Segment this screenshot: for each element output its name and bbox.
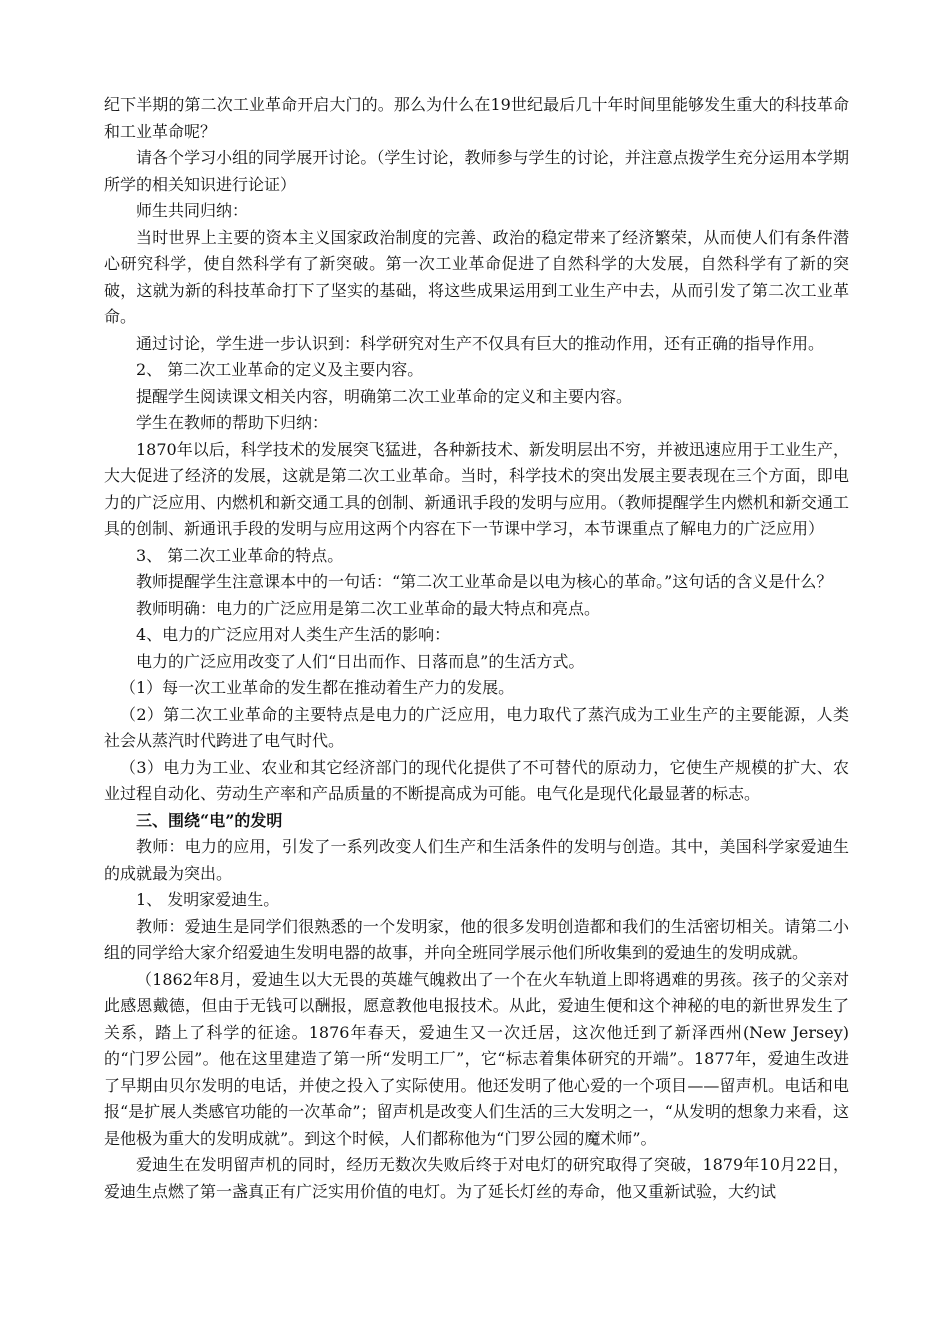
section-heading-3: 三、围绕“电”的发明: [136, 810, 283, 830]
paragraph-edison-story: （1862年8月，爱迪生以大无畏的英雄气魄救出了一个在火车轨道上即将遇难的男孩。孩子的父亲对此感恩戴德，但由于无钱可以酬报，愿意教他电报技术。从此，爱迪生便和这个神秘的电的新世界发生了关系，踏上了科学的征途。1876年春天，爱迪生又一次迁居，这次他迁到了新泽西州(New Jersey)的“门罗公园”。他在这里建造了第一所“发明工厂”，它“标志着集体研究的开端”。1877年，爱迪生改进了早期由贝尔发明的电话，并使之投入了实际使用。他还发明了他心爱的一个项目——留声机。电话和电报“是扩展人类感官功能的一次革命”；留声机是改变人们生活的三大发明之一，“从发明的想象力来看，这是他极为重大的发明成就”。到这个时候，人们都称他为“门罗公园的魔术师”。: [104, 969, 849, 1148]
subsection-item-1: 1、 发明家爱迪生。: [136, 890, 280, 909]
paragraph-discussion-prompt: 请各个学习小组的同学展开讨论。（学生讨论，教师参与学生的讨论，并注意点拨学生充分运用本学期所学的相关知识进行论证）: [104, 148, 849, 194]
paragraph-lifestyle: 电力的广泛应用改变了人们“日出而作、日落而息”的生活方式。: [136, 651, 585, 671]
paragraph-student-summary-intro: 学生在教师的帮助下归纳：: [136, 413, 329, 432]
paragraph-teacher-edison: 教师：爱迪生是同学们很熟悉的一个发明家，他的很多发明创造都和我们的生活密切相关。请第二小组的同学给大家介绍爱迪生发明电器的故事，并向全班同学展示他们所收集到的爱迪生的发明成就。: [104, 916, 849, 962]
paragraph-summary-intro: 师生共同归纳：: [136, 201, 249, 220]
section-item-3: 3、 第二次工业革命的特点。: [136, 545, 344, 565]
list-item-3: （3）电力为工业、农业和其它经济部门的现代化提供了不可替代的原动力，它使生产规模的扩大、农业过程自动化、劳动生产率和产品质量的不断提高成为可能。电气化是现代化最显著的标志。: [104, 757, 849, 803]
list-item-2: （2）第二次工业革命的主要特点是电力的广泛应用，电力取代了蒸汽成为工业生产的主要能源，人类社会从蒸汽时代跨进了电气时代。: [104, 704, 849, 750]
section-item-2: 2、 第二次工业革命的定义及主要内容。: [136, 360, 424, 379]
paragraph-teacher-answer: 教师明确：电力的广泛应用是第二次工业革命的最大特点和亮点。: [136, 598, 601, 618]
paragraph-edison-lamp: 爱迪生在发明留声机的同时，经历无数次失败后终于对电灯的研究取得了突破，1879年10月22日，爱迪生点燃了第一盏真正有广泛实用价值的电灯。为了延长灯丝的寿命，他又重新试验，大约试: [104, 1155, 849, 1201]
list-item-1: （1）每一次工业革命的发生都在推动着生产力的发展。: [120, 678, 515, 697]
paragraph-teacher-intro: 教师：电力的应用，引发了一系列改变人们生产和生活条件的发明与创造。其中，美国科学家爱迪生的成就最为突出。: [104, 837, 849, 883]
paragraph-teacher-question: 教师提醒学生注意课本中的一句话：“第二次工业革命是以电为核心的革命。”这句话的含义是什么？: [136, 572, 833, 591]
paragraph-continued: 纪下半期的第二次工业革命开启大门的。那么为什么在19世纪最后几十年时间里能够发生重大的科技革命和工业革命呢？: [104, 95, 849, 141]
document-page: [104, 92, 849, 1205]
paragraph-reminder: 提醒学生阅读课文相关内容，明确第二次工业革命的定义和主要内容。: [136, 386, 633, 406]
paragraph-summary: 当时世界上主要的资本主义国家政治制度的完善、政治的稳定带来了经济繁荣，从而使人们有条件潜心研究科学，使自然科学有了新突破。第一次工业革命促进了自然科学的大发展，自然科学有了新的突破，这就为新的科技革命打下了坚实的基础，将这些成果运用到工业生产中去，从而引发了第二次工业革命。: [104, 227, 849, 326]
paragraph-conclusion: 通过讨论，学生进一步认识到：科学研究对生产不仅具有巨大的推动作用，还有正确的指导作用。: [136, 333, 825, 353]
paragraph-definition: 1870年以后，科学技术的发展突飞猛进，各种新技术、新发明层出不穷，并被迅速应用于工业生产，大大促进了经济的发展，这就是第二次工业革命。当时，科学技术的突出发展主要表现在三个方面，即电力的广泛应用、内燃机和新交通工具的创制、新通讯手段的发明与应用。（教师提醒学生内燃机和新交通工具的创制、新通讯手段的发明与应用这两个内容在下一节课中学习，本节课重点了解电力的广泛应用）: [104, 439, 849, 538]
section-item-4: 4、电力的广泛应用对人类生产生活的影响：: [136, 625, 451, 644]
